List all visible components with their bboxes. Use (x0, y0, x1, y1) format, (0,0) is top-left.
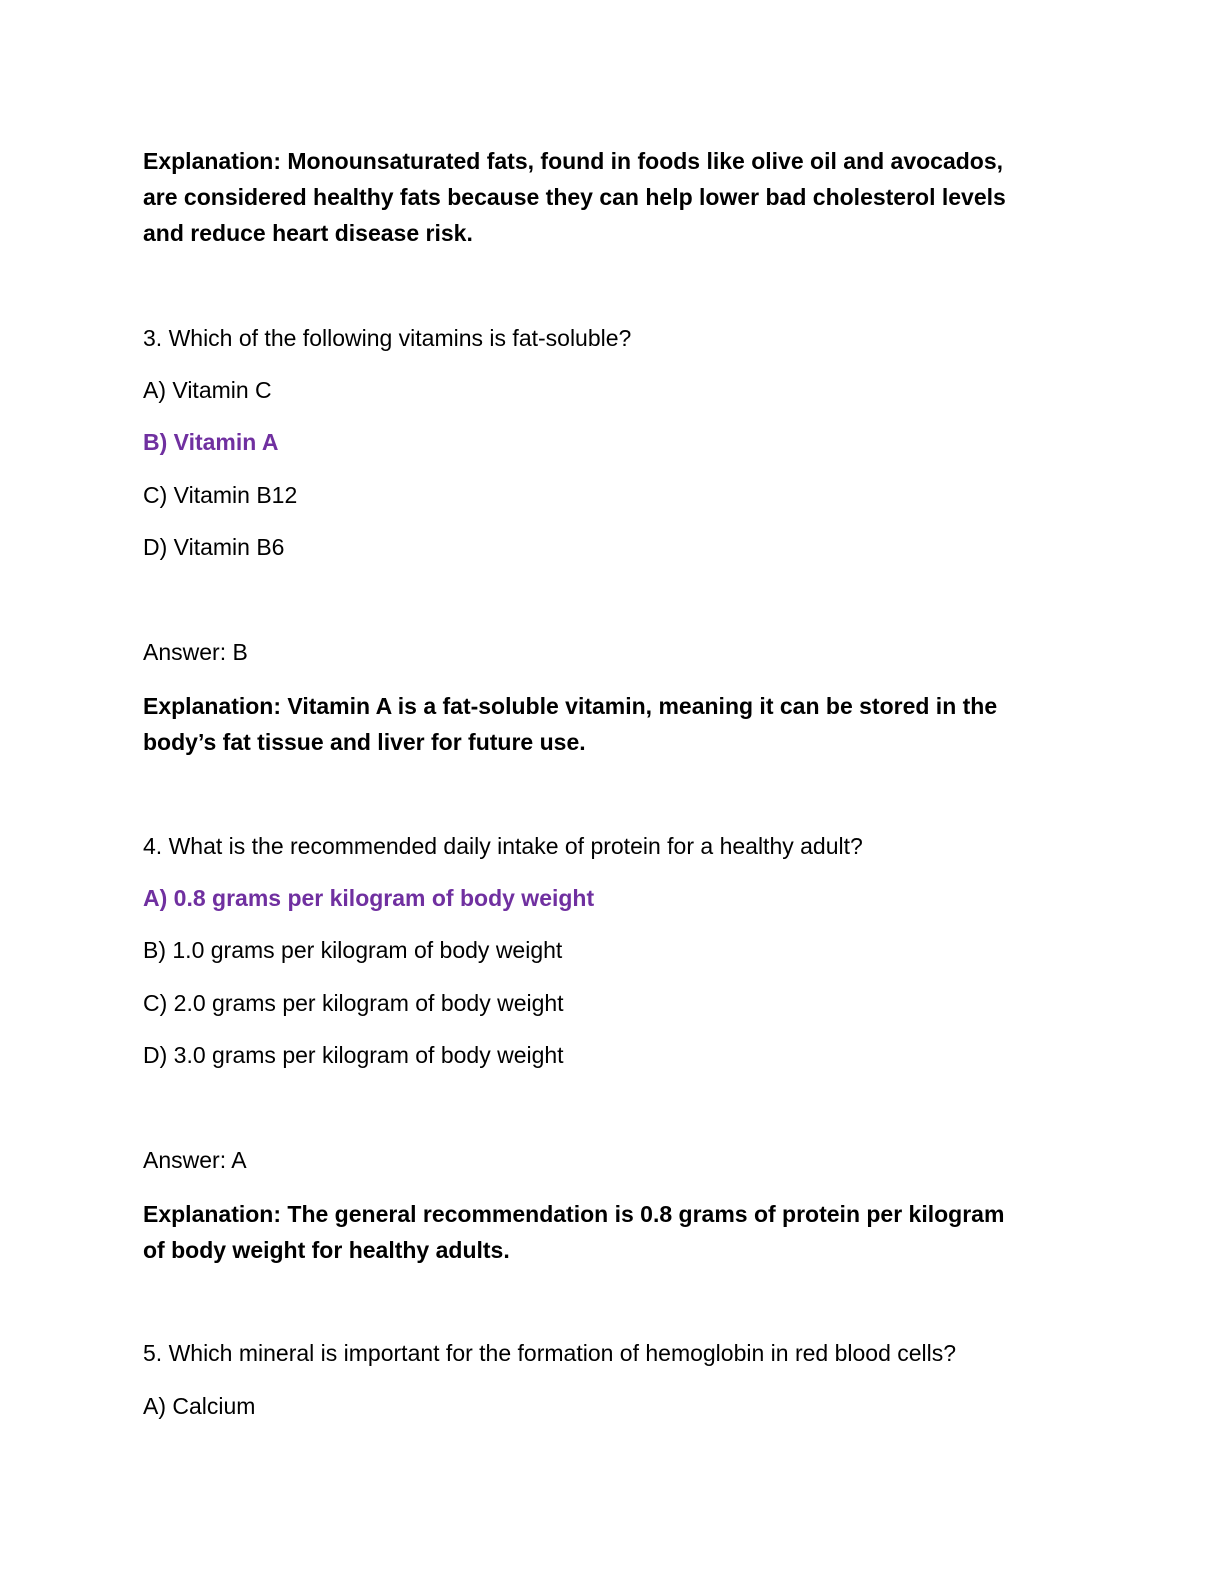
q4-answer: Answer: A (143, 1147, 247, 1173)
q2-explanation-line-2: are considered healthy fats because they can help lower bad cholesterol levels (143, 184, 1006, 210)
q3-option-b-correct: B) Vitamin A (143, 429, 279, 455)
q3-option-a: A) Vitamin C (143, 377, 272, 403)
q3-explanation-line-2: body’s fat tissue and liver for future use. (143, 729, 586, 755)
q2-explanation-line-1: Explanation: Monounsaturated fats, found in foods like olive oil and avocados, (143, 148, 1004, 174)
q3-option-c: C) Vitamin B12 (143, 482, 298, 508)
q3-question: 3. Which of the following vitamins is fat-soluble? (143, 325, 632, 351)
q5-option-a: A) Calcium (143, 1393, 256, 1419)
q4-explanation (143, 1196, 1063, 1268)
q3-option-d: D) Vitamin B6 (143, 534, 285, 560)
q3-explanation-line-1: Explanation: Vitamin A is a fat-soluble vitamin, meaning it can be stored in the (143, 693, 998, 719)
q4-option-d: D) 3.0 grams per kilogram of body weight (143, 1042, 564, 1068)
q2-explanation-line-3: and reduce heart disease risk. (143, 220, 473, 246)
q2-explanation (143, 143, 1063, 251)
q4-explanation-line-2: of body weight for healthy adults. (143, 1237, 510, 1263)
q4-explanation-line-1: Explanation: The general recommendation is 0.8 grams of protein per kilogram (143, 1201, 1005, 1227)
q3-explanation (143, 688, 1063, 760)
q4-question: 4. What is the recommended daily intake of protein for a healthy adult? (143, 833, 863, 859)
q4-option-c: C) 2.0 grams per kilogram of body weight (143, 990, 564, 1016)
q3-answer: Answer: B (143, 639, 248, 665)
q4-option-a-correct: A) 0.8 grams per kilogram of body weight (143, 885, 595, 911)
q4-option-b: B) 1.0 grams per kilogram of body weight (143, 937, 563, 963)
document-page (143, 0, 1083, 1584)
q5-question: 5. Which mineral is important for the formation of hemoglobin in red blood cells? (143, 1340, 957, 1366)
